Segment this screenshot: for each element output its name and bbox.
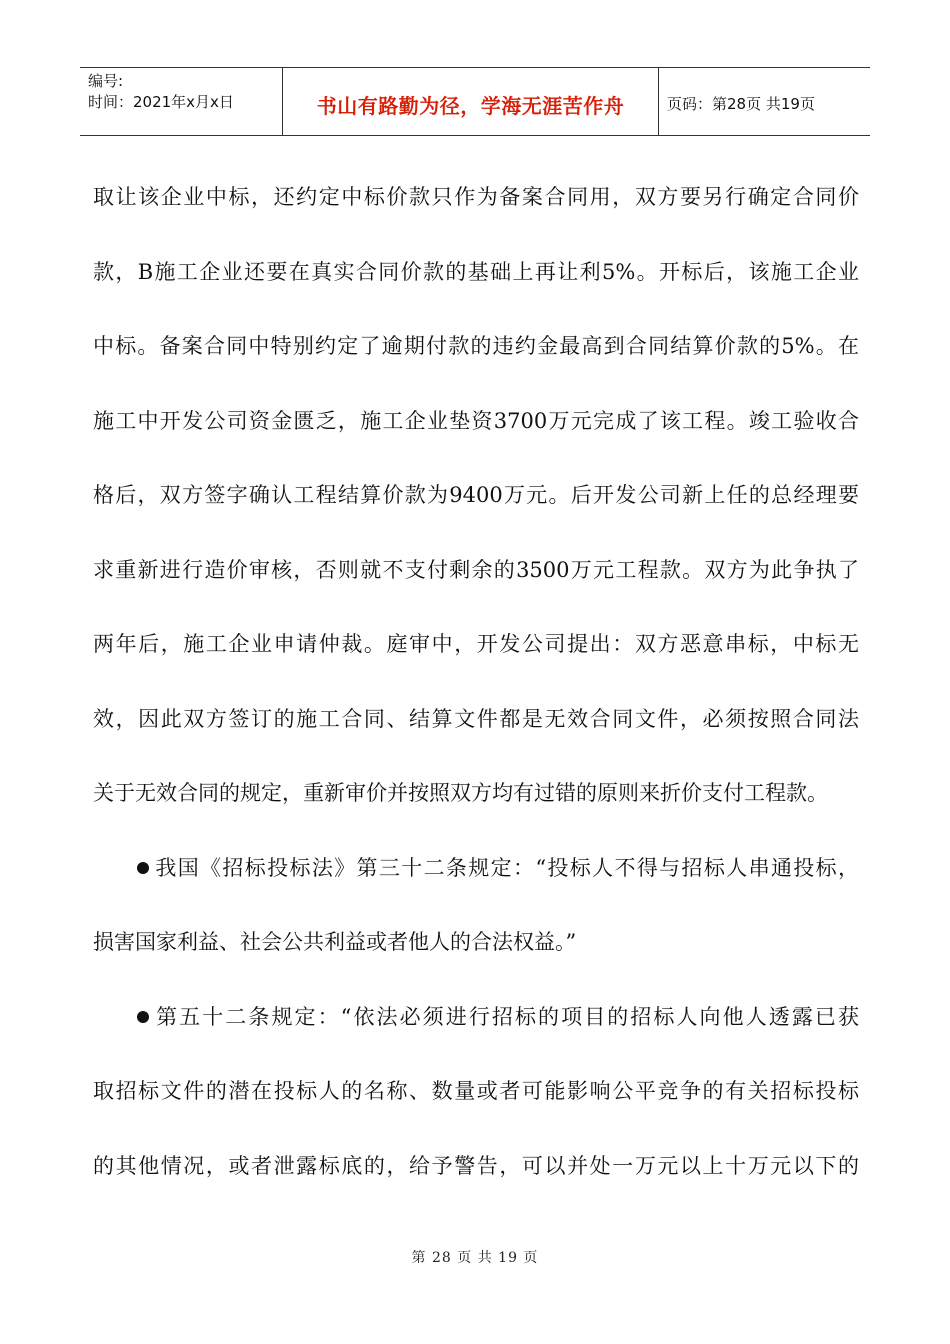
body-line: 款，B施工企业还要在真实合同价款的基础上再让利5%。开标后，该施工企业	[93, 259, 859, 284]
bullet-icon	[137, 862, 149, 874]
body-line: 两年后，施工企业申请仲裁。庭审中，开发公司提出：双方恶意串标，中标无	[93, 632, 859, 656]
bullet-paragraph-line	[93, 831, 859, 906]
body-line: 关于无效合同的规定，重新审价并按照双方均有过错的原则来折价支付工程款。	[93, 781, 828, 805]
body-line: 的其他情况，或者泄露标底的，给予警告，可以并处一万元以上十万元以下的	[93, 1153, 859, 1178]
doc-number-label: 编号:	[88, 72, 124, 90]
page-footer: 第 28 页 共 19 页	[411, 1250, 539, 1266]
body-line: 中标。备案合同中特别约定了逾期付款的违约金最高到合同结算价款的5%。在	[93, 334, 859, 358]
bullet-paragraph-line	[93, 980, 859, 1055]
bullet-icon	[137, 1011, 149, 1023]
document-body	[93, 160, 859, 1203]
body-line-text: 我国《招标投标法》第三十二条规定：“投标人不得与招标人串通投标，	[154, 855, 859, 880]
body-line: 取招标文件的潜在投标人的名称、数量或者可能影响公平竞争的有关招标投标	[93, 1079, 859, 1103]
body-line-text: 第五十二条规定：“依法必须进行招标的项目的招标人向他人透露已获	[154, 1004, 859, 1029]
header-motto-cell	[283, 68, 659, 135]
body-line: 格后，双方签字确认工程结算价款为9400万元。后开发公司新上任的总经理要	[93, 483, 859, 507]
header-page-info: 页码：第28页 共19页	[667, 95, 815, 113]
body-line: 施工中开发公司资金匮乏，施工企业垫资3700万元完成了该工程。竣工验收合	[93, 408, 859, 433]
doc-date: 时间：2021年x月x日	[88, 93, 234, 111]
header-motto: 书山有路勤为径，学海无涯苦作舟	[316, 94, 625, 118]
header-info-cell	[80, 68, 283, 135]
header-page-cell	[659, 68, 870, 135]
body-line: 取让该企业中标，还约定中标价款只作为备案合同用，双方要另行确定合同价	[93, 185, 859, 209]
page-header	[80, 67, 870, 136]
body-line: 损害国家利益、社会公共利益或者他人的合法权益。”	[93, 930, 577, 954]
body-line: 求重新进行造价审核，否则就不支付剩余的3500万元工程款。双方为此争执了	[93, 557, 859, 582]
body-line: 效，因此双方签订的施工合同、结算文件都是无效合同文件，必须按照合同法	[93, 706, 859, 731]
